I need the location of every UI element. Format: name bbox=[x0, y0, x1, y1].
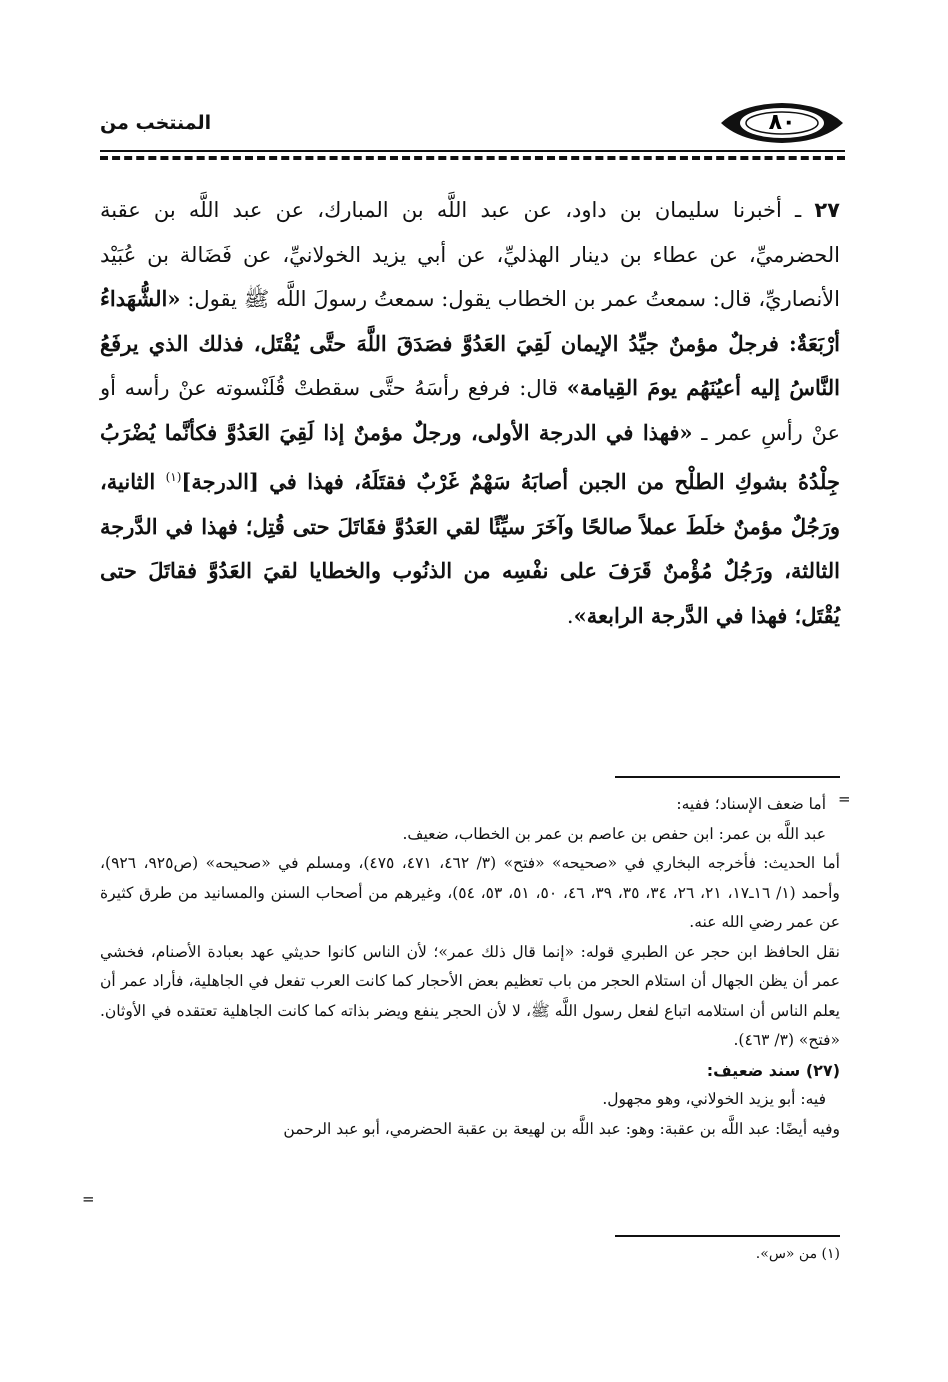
note-ibn-hajar: نقل الحافظ ابن حجر عن الطبري قوله: «إنما قال ذلك عمر»؛ لأن الناس كانوا حديثي عهد بعبادة الأصنام، فخشي عمر أن يظن الجهال أن استلام الحجر من باب تعظيم بعض الأحجار كما كانت العرب تفعل في الجاهلية، فأراد عمر أن يعلم الناس أن استلامه اتباع لفعل رسول اللَّه ﷺ، لا لأن الحجر ينفع ويضر بذاته كما كانت الجاهلية تعتقده في الأوثان. «فتح» (٣/ ٤٦٣). bbox=[100, 942, 840, 1049]
hadith-number: ٢٧ bbox=[814, 198, 840, 222]
hadith-matn-part-1: «الشُّهَداءُ أرْبَعَةٌ: فرجلٌ مؤمنٌ جيِّدُ الإيمان لَقِيَ العَدُوَّ فصَدَقَ اللَّهَ حتَّى يُقْتَل، فذلك الذي يرفَعُ النَّاسُ إليه أعيُنَهُم يومَ القِيامة» bbox=[100, 286, 840, 400]
note-hadith-sources: أما الحديث: فأخرجه البخاري في «صحيحه» «فتح» (٣/ ٤٦٢، ٤٧١، ٤٧٥)، ومسلم في «صحيحه» (ص٩٢٥، ٩٢٦)، وأحمد (١/ ١٦ـ١٧، ٢١، ٢٦، ٣٤، ٣٥، ٣٩، ٤٦، ٥٠، ٥١، ٥٣، ٥٤)، وغيرهم من أصحاب السنن والمسانيد من طرق كثيرة عن عمر رضي الله عنه. bbox=[100, 854, 840, 931]
continuation-mark-top: = bbox=[838, 790, 851, 808]
note-heading-27: (٢٧) سند ضعيف: bbox=[706, 1060, 840, 1080]
notes-separator bbox=[615, 776, 840, 778]
header-rule bbox=[100, 150, 845, 162]
footnote-separator bbox=[615, 1235, 840, 1237]
hadith-matn-part-3: الثانية، ورَجُلٌ مؤمنٌ خلَطَ عملاً صالحًا وآخَرَ سيِّئًا لقي العَدُوَّ فقَاتَلَ حتى قُتِل؛ فهذا في الدَّرجة الثالثة، ورَجُلٌ مُؤْمنٌ قَرَفَ على نفْسِه من الذنُوب والخطايا لقيَ العَدُوَّ فقاتَلَ حتى يُقْتَل؛ فهذا في الدَّرجة الرابعة» bbox=[100, 469, 840, 628]
page-number: ٨٠ bbox=[768, 110, 796, 135]
note-narrator: عبد اللَّه بن عمر: ابن حفص بن عاصم بن عمر بن الخطاب، ضعيف. bbox=[402, 824, 826, 843]
hadith-end-mark: . bbox=[566, 603, 574, 628]
hadith-interlude: قال: فرفع رأسَهُ حتَّى سقطتْ قُلَنْسوته عنْ رأسه أو عنْ رأسِ عمر ـ bbox=[100, 376, 840, 445]
continuation-mark-bottom: = bbox=[82, 1190, 95, 1208]
note-isnad-weakness: أما ضعف الإسناد؛ ففيه: bbox=[676, 795, 826, 813]
header-dashed-line bbox=[100, 156, 845, 160]
commentary-notes bbox=[100, 790, 840, 1144]
page-header bbox=[100, 100, 845, 150]
hadith-text bbox=[100, 188, 840, 638]
footnote-reference: (١) bbox=[165, 470, 182, 484]
note-weak-narrator-1: فيه: أبو يزيد الخولاني، وهو مجهول. bbox=[602, 1090, 826, 1108]
note-weak-narrator-2: وفيه أيضًا: عبد اللَّه بن عقبة: وهو: عبد اللَّه بن لهيعة بن عقبة الحضرمي، أبو عبد الرحمن bbox=[283, 1119, 840, 1138]
header-solid-line bbox=[100, 150, 845, 152]
hadith-matn-part-2: «فهذا في الدرجة الأولى، ورجلٌ مؤمنٌ إذا لَقِيَ العَدُوَّ فكأنَّما يُضْرَبُ جِلْدُهُ بشوكِ الطلْح من الجبن أصابَهُ سَهْمٌ غَرْبٌ فقتَلَهُ، فهذا في [الدرجة] bbox=[100, 419, 840, 494]
footnote: (١) من «س». bbox=[755, 1246, 840, 1262]
book-title: المنتخب من bbox=[100, 112, 212, 134]
hadith-isnad: ـ أخبرنا سليمان بن داود، عن عبد اللَّه بن المبارك، عن عبد اللَّه بن عقبة الحضرميِّ، عن عطاء بن دينار الهذليِّ، عن أبي يزيد الخولانيِّ، عن فَضَالة بن عُبَيْد الأنصاريِّ، قال: سمعتُ عمر بن الخطاب يقول: سمعتُ رسولَ اللَّه ﷺ يقول: bbox=[100, 198, 840, 311]
